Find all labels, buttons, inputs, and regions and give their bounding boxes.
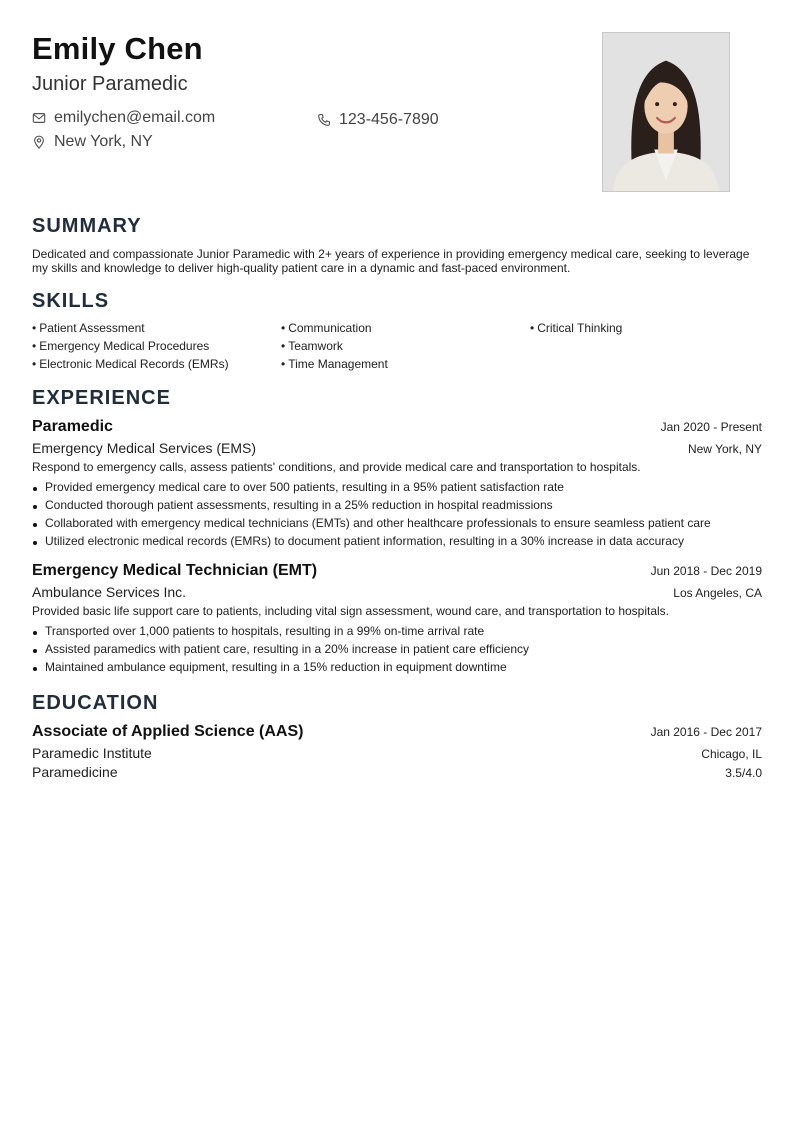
- bullet-item: Transported over 1,000 patients to hospitals, resulting in a 99% on-time arrival rate: [32, 622, 762, 640]
- education-heading: EDUCATION: [32, 692, 159, 714]
- experience-location: Los Angeles, CA: [673, 586, 762, 600]
- skill-item: • Teamwork: [281, 339, 530, 353]
- contact-email[interactable]: [32, 109, 215, 127]
- experience-heading: EXPERIENCE: [32, 387, 171, 409]
- skill-item: • Emergency Medical Procedures: [32, 339, 281, 353]
- education-location: Chicago, IL: [701, 747, 762, 761]
- profile-photo: [602, 32, 730, 192]
- summary-heading: SUMMARY: [32, 215, 142, 237]
- bullet-item: Utilized electronic medical records (EMRs) to document patient information, resulting in a 30% increase in data accuracy: [32, 532, 762, 550]
- contact-phone[interactable]: [317, 111, 439, 129]
- bullet-item: Assisted paramedics with patient care, resulting in a 20% increase in patient care efficiency: [32, 640, 762, 658]
- job-title: Junior Paramedic: [32, 73, 188, 95]
- experience-entry: [32, 562, 762, 676]
- experience-bullets: [32, 478, 762, 550]
- summary-text: Dedicated and compassionate Junior Paramedic with 2+ years of experience in providing emergency medical care, seeking to leverage my skills and knowledge to deliver high-quality patient care in a dynamic and fast-paced environment.: [32, 247, 750, 275]
- map-pin-icon: [32, 135, 46, 149]
- experience-role: Emergency Medical Technician (EMT): [32, 562, 318, 579]
- bullet-item: Collaborated with emergency medical technicians (EMTs) and other healthcare professionals to ensure seamless patient care: [32, 514, 762, 532]
- education-dates: Jan 2016 - Dec 2017: [650, 725, 762, 739]
- education-entry: [32, 723, 762, 780]
- email-text: emilychen@email.com: [54, 109, 216, 126]
- experience-bullets: [32, 622, 762, 676]
- experience-location: New York, NY: [687, 442, 762, 456]
- experience-description: Respond to emergency calls, assess patients' conditions, and provide medical care and transportation to hospitals.: [32, 460, 641, 474]
- experience-organization: Emergency Medical Services (EMS): [32, 440, 257, 456]
- skill-item: • Electronic Medical Records (EMRs): [32, 357, 281, 371]
- education-degree: Associate of Applied Science (AAS): [32, 723, 304, 740]
- contact-location: [32, 133, 153, 151]
- mail-icon: [32, 111, 46, 125]
- experience-entry: [32, 418, 762, 550]
- skills-list: [32, 321, 762, 371]
- skill-item: • Patient Assessment: [32, 321, 281, 335]
- bullet-item: Provided emergency medical care to over 500 patients, resulting in a 95% patient satisfaction rate: [32, 478, 762, 496]
- skill-item: • Communication: [281, 321, 530, 335]
- bullet-item: Maintained ambulance equipment, resulting in a 15% reduction in equipment downtime: [32, 658, 762, 676]
- skill-item: • Critical Thinking: [530, 321, 762, 335]
- phone-icon: [317, 113, 331, 127]
- skill-item: • Time Management: [281, 357, 530, 371]
- experience-organization: Ambulance Services Inc.: [32, 584, 187, 600]
- phone-text: 123-456-7890: [339, 111, 439, 128]
- location-text: New York, NY: [54, 133, 153, 150]
- education-gpa: 3.5/4.0: [725, 766, 762, 780]
- skills-heading: SKILLS: [32, 290, 110, 312]
- bullet-item: Conducted thorough patient assessments, resulting in a 25% reduction in hospital readmissions: [32, 496, 762, 514]
- experience-role: Paramedic: [32, 418, 113, 435]
- candidate-name: Emily Chen: [32, 31, 203, 66]
- experience-description: Provided basic life support care to patients, including vital sign assessment, wound care, and transportation to hospitals.: [32, 604, 670, 618]
- experience-dates: Jun 2018 - Dec 2019: [650, 564, 762, 578]
- education-field: Paramedicine: [32, 764, 118, 780]
- experience-dates: Jan 2020 - Present: [660, 420, 762, 434]
- education-school: Paramedic Institute: [32, 745, 152, 761]
